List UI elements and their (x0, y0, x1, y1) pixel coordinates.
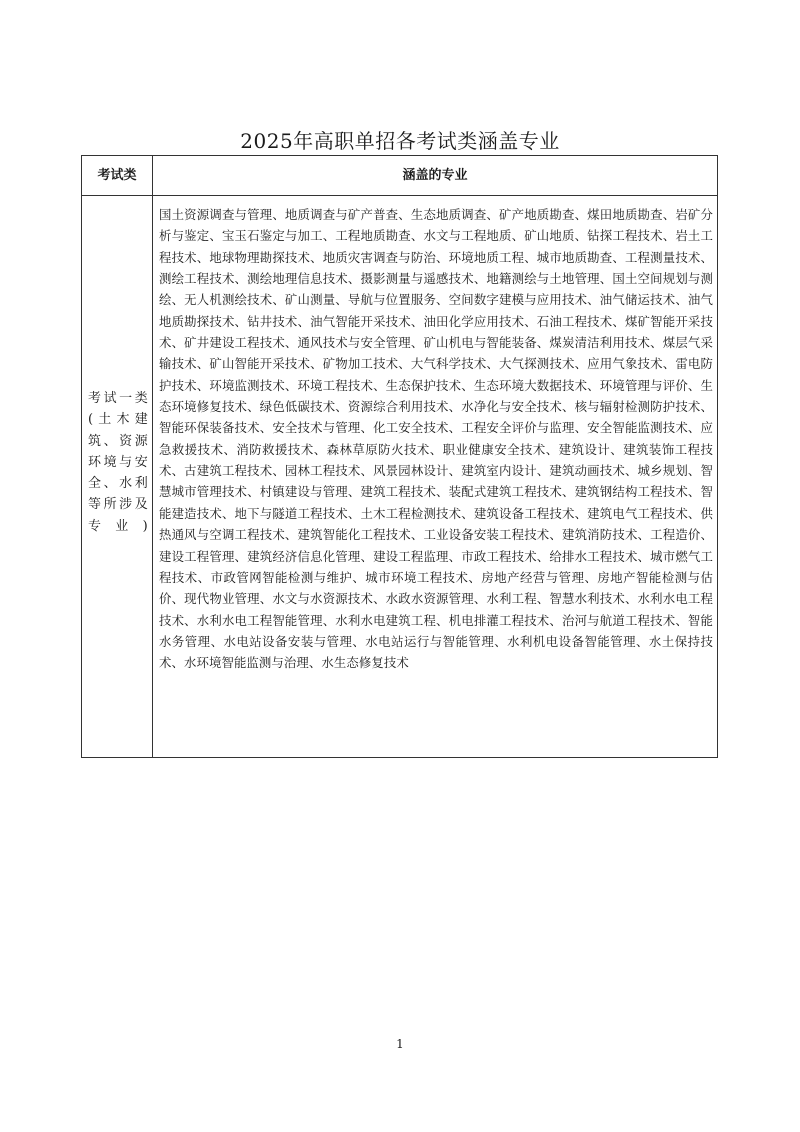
covered-majors-cell: 国土资源调查与管理、地质调查与矿产普查、生态地质调查、矿产地质勘查、煤田地质勘查、岩矿分析与鉴定、宝玉石鉴定与加工、工程地质勘查、水文与工程地质、矿山地质、钻探工程技术、岩土工程技术、地球物理勘探技术、地质灾害调查与防治、环境地质工程、城市地质勘查、工程测量技术、测绘工程技术、测绘地理信息技术、摄影测量与遥感技术、地籍测绘与土地管理、国土空间规划与测绘、无人机测绘技术、矿山测量、导航与位置服务、空间数字建模与应用技术、油气储运技术、油气地质勘探技术、钻井技术、油气智能开采技术、油田化学应用技术、石油工程技术、煤矿智能开采技术、矿井建设工程技术、通风技术与安全管理、矿山机电与智能装备、煤炭清洁利用技术、煤层气采输技术、矿山智能开采技术、矿物加工技术、大气科学技术、大气探测技术、应用气象技术、雷电防护技术、环境监测技术、环境工程技术、生态保护技术、生态环境大数据技术、环境管理与评价、生态环境修复技术、绿色低碳技术、资源综合利用技术、水净化与安全技术、核与辐射检测防护技术、智能环保装备技术、安全技术与管理、化工安全技术、工程安全评价与监理、安全智能监测技术、应急救援技术、消防救援技术、森林草原防火技术、职业健康安全技术、建筑设计、建筑装饰工程技术、古建筑工程技术、园林工程技术、风景园林设计、建筑室内设计、建筑动画技术、城乡规划、智慧城市管理技术、村镇建设与管理、建筑工程技术、装配式建筑工程技术、建筑钢结构工程技术、智能建造技术、地下与隧道工程技术、土木工程检测技术、建筑设备工程技术、建筑电气工程技术、供热通风与空调工程技术、建筑智能化工程技术、工业设备安装工程技术、建筑消防技术、工程造价、建设工程管理、建筑经济信息化管理、建设工程监理、市政工程技术、给排水工程技术、城市燃气工程技术、市政管网智能检测与维护、城市环境工程技术、房地产经营与管理、房地产智能检测与估价、现代物业管理、水文与水资源技术、水政水资源管理、水利工程、智慧水利技术、水利水电工程技术、水利水电工程智能管理、水利水电建筑工程、机电排灌工程技术、治河与航道工程技术、智能水务管理、水电站设备安装与管理、水电站运行与智能管理、水利机电设备智能管理、水土保持技术、水环境智能监测与治理、水生态修复技术 (159, 207, 713, 671)
header-divider (82, 195, 717, 196)
page-number: 1 (396, 1037, 404, 1051)
majors-table (81, 155, 718, 758)
column-divider (152, 156, 153, 757)
exam-category-cell: 考试一类(土木建筑、资源环境与安全、水利等所涉及专业) (88, 391, 148, 534)
document-title: 2025年高职单招各考试类涵盖专业 (240, 129, 560, 153)
header-exam-category: 考试类 (97, 168, 137, 183)
header-covered-majors: 涵盖的专业 (402, 168, 468, 183)
